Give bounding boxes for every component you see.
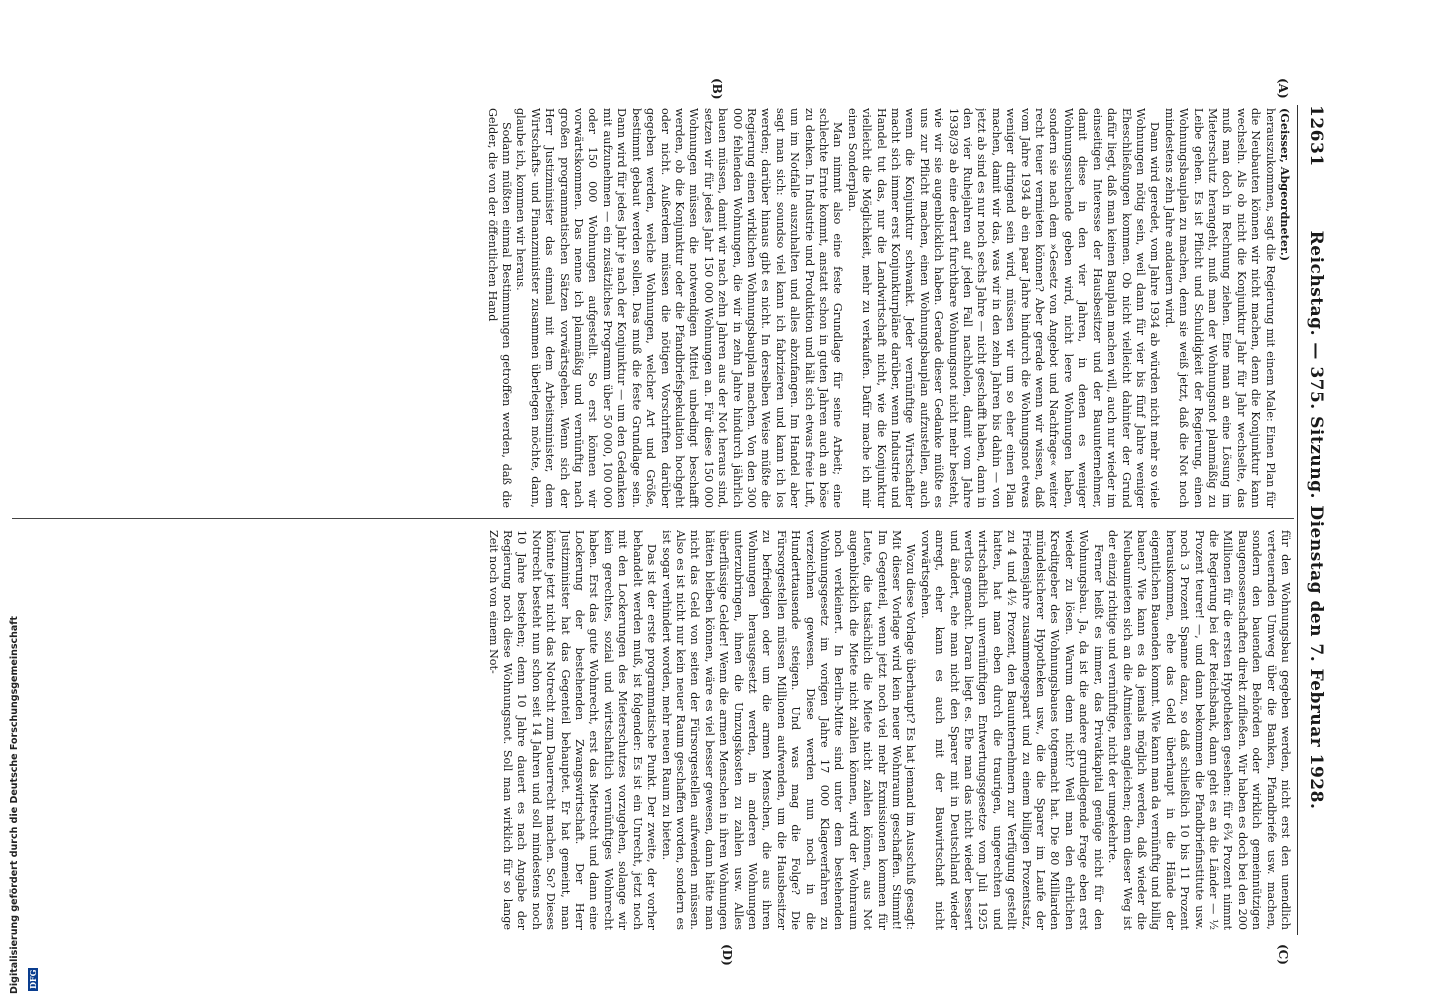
paragraph: für den Wohnungsbau gegeben werden, nicht erst den unendlich verteuernden Umweg über die Banken, Pfandbriefe usw. machen, sondern den bauenden Behörden oder wirklich gemeinnützigen Baugenossenschaften direkt zufließen. Wir haben es doch bei den 200 Millionen für die ersten Hypotheken gesehen: für 6¾ Prozent nimmt die Regierung bei der Reichsbank, dann geht es an die Länder — ½ Prozent teurer! —, und dann bekommen die Pfandbriefinstitute usw. noch 3 Prozent Spanne dazu, so daß schließlich 10 bis 11 Prozent herauskommen, ehe das Geld überhaupt in die Hände der eigentlichen Bauenden kommt. Wie kann man da vernünftig und billig bauen? Wie kann es da jemals möglich werden, daß wieder die Neubaumieten sich an die Altmieten angleichen; denn dieser Weg ist der einzig richtige und vernünftige, nicht der umgekehrte. xyxy=(1106,530,1292,930)
paragraph: Man nimmt also eine feste Grundlage für seine Arbeit; eine schlechte Ernte kommt, anstatt schon in guten Jahren auch an böse zu denken. In Industrie und Produktion und hält sich etwas freie Luft, um im Notfalle auszuhalten und alles abzufangen. Im Handel aber sagt man sich: soundso viel kann ich fabrizieren und kann ich los werden; darüber hinaus gibt es nicht. In derselben Weise müßte die Regierung einen wirklichen Wohnungsbauplan machen. Von den 300 000 fehlenden Wohnungen, die wir in zehn Jahre hindurch jährlich bauen müssen, damit wir nach zehn Jahren aus der Not heraus sind, setzen wir für jedes Jahr 150 000 Wohnungen an. Für diese 150 000 Wohnungen müssen die notwendigen Mittel unbedingt beschafft werden, ob die Konjunktur oder die Pfandbriefspekulation hochgeht oder nicht. Außerdem müssen die nötigen Vorschriften darüber gegeben werden, welche Wohnungen, welcher Art und Größe, bestimmt gebaut werden sollen. Das muß die feste Grundlage sein. Dann wird für jedes Jahr je nach der Konjunktur — um den Gedanken mit aufzunehmen — ein zusätzliches Programm über 50 000, 100 000 oder 150 000 Wohnungen aufgestellt. So erst können wir vorwärtskommen. Das nenne ich planmäßig und vernünftig nach großen programmatischen Sätzen vorwärtsgehen. Wenn sich der Herr Justizminister das einmal mit dem Arbeitsminister, dem Wirtschafts- und Finanzminister zusammen überlegen möchte, dann, glaube ich, kommen wir heraus. xyxy=(514,108,845,508)
credit-strip xyxy=(0,604,38,1000)
paragraph: Dann wird geredet, vom Jahre 1934 ab würden nicht mehr so viele Wohnungen nötig sein, weil dann für vier bis fünf Jahre weniger Eheschließungen kommen. Ob nicht vielleicht dahinter der Grund dafür liegt, daß man keinen Bauplan machen will, auch nur wieder im einseitigen Interesse der Hausbesitzer und der Bauunternehmer, damit diese in den vier Jahren, in denen es weniger Wohnungssuchende geben wird, nicht leere Wohnungen haben, sondern sie nach dem »Gesetz von Angebot und Nachfrage« weiter recht teuer vermieten können? Aber gerade wenn wir wissen, daß vom Jahre 1934 ab ein paar Jahre hindurch die Wohnungsnot etwas weniger dringend sein wird, müssen wir um so eher einen Plan machen, damit wir das, was wir in den zehn Jahren bis dahin — von jetzt ab sind es nur noch sechs Jahre — nicht geschafft haben, dann in den vier Ruhejahren auf jeden Fall nachholen, damit vom Jahre 1938/39 ab eine derart furchtbare Wohnungsnot nicht mehr besteht, wie wir sie augenblicklich haben. Gerade dieser Gedanke müßte es uns zur Pflicht machen, einen Wohnungsbauplan aufzustellen, auch wenn die Konjunktur schwankt. Jeder vernünftige Wirtschaftler macht sich immer erst Konjunkturpläne darüber, wenn Industrie und Handel tut das, nur die Landwirtschaft nicht, wie die Konjunktur vielleicht die Möglichkeit, mehr zu verkaufen. Dafür mache ich mir einen Sonderplan. xyxy=(845,108,1162,508)
paragraph: Sodann müßten einmal Bestimmungen getroffen werden, daß die Gelder, die von der öffentlichen Hand xyxy=(485,108,514,508)
page-header xyxy=(1304,105,1326,935)
column-divider xyxy=(12,518,1294,519)
paragraph: Ferner heißt es immer, das Privatkapital genüge nicht für den Wohnungsbau. Ja, da ist die andere grundlegende Frage eben erst wieder zu lösen. Warum denn nicht? Weil man den ehrlichen Kreditgeber des Wohnungsbaues totgemacht hat. Die 80 Milliarden mündelsicherer Hypotheken usw., die die Sparer im Laufe der Friedensjahre zusammengespart und zu einem billigen Prozentsatz, zu 4 und 4½ Prozent, den Bauunternehmern zur Verfügung gestellt hatten, hat man eben durch die traurigen, ungerechten und wirtschaftlich unvernünftigen Entwertungsgesetze vom Juli 1925 wertlos gemacht. Daran liegt es. Ehe man das nicht wieder bessert und ändert, ehe man nicht den Sparer mit in Deutschland wieder anregt, eher kann es auch mit der Bauwirtschaft nicht vorwärtsgehen. xyxy=(918,530,1105,930)
right-column xyxy=(32,530,1292,930)
dfg-logo-icon: DFG xyxy=(28,969,38,989)
margin-mark-a: (A) xyxy=(1276,78,1290,99)
paragraph: herauszukommen, sagt die Regierung mit einem Male: Einen Plan für die Neubauten können wir nicht machen, denn die Konjunktur kann wechseln. Als ob nicht die Konjunktur Jahr für Jahr wechselte, das muß man doch in Rechnung ziehen. Eine man an eine Lösung im Mieterschutz herangeht, muß man der Wohnungsnot planmäßig zu Leibe gehen. Es ist Pflicht und Schuldigkeit der Regierung, einen Wohnungsbauplan zu machen, denn sie weiß jetzt, daß die Not noch mindestens zehn Jahre andauern wird. xyxy=(1162,108,1277,508)
header-rule xyxy=(1297,105,1298,935)
margin-mark-c: (C) xyxy=(1276,944,1290,965)
page-number: 12631 xyxy=(1306,105,1326,167)
digitization-credit: Digitalisierung gefördert durch die Deutsche Forschungsgemeinschaft xyxy=(9,616,20,994)
left-column xyxy=(32,108,1292,508)
speaker-label: (Geisser, Abgeordneter.) xyxy=(1278,108,1292,262)
margin-mark-b: (B) xyxy=(710,78,724,100)
page-title: Reichstag. — 375. Sitzung. Dienstag den 7. Februar 1928. xyxy=(1306,230,1326,810)
paragraph: Das ist der erste programmatische Punkt. Der zweite, der vorher behandelt werden muß, ist folgender: Es ist ein Unrecht, jetzt noch mit den Lockerungen des Mieterschutzes vorzugehen, solange wir kein gerechtes, sozial und wirtschaftlich vernünftiges Wohnrecht haben. Erst das gute Wohnrecht, erst das Mietrecht und dann eine Lockerung der bestehenden Zwangswirtschaft. Der Herr Justizminister hat das Gegenteil behauptet. Er hat gemeint, man könnte jetzt nicht das Notrecht zum Dauerrecht machen. So? Dieses Notrecht besteht nun schon seit 14 Jahren und soll mindestens noch 10 Jahre bestehen; denn 10 Jahre dauert es nach Angabe der Regierung noch diese Wohnungsnot. Soll man wirklich für so lange Zeit noch von einem Not- xyxy=(486,530,659,930)
paragraph: Wozu diese Vorlage überhaupt? Es hat jemand im Ausschuß gesagt: Mit dieser Vorlage wird kein neuer Wohnraum geschaffen. Stimmt! Im Gegenteil, wenn jetzt noch viel mehr Exmissionen kommen für Leute, die tatsächlich die Miete nicht zahlen können, aus Not augenblicklich die Miete nicht zahlen können, wird der Wohnraum noch verkleinert. In Berlin-Mitte sind unter dem bestehenden Wohnungsgesetz im vorigen Jahre 17 000 Klageverfahren zu verzeichnen gewesen. Diese werden nun noch in die Hunderttausende steigen. Und was mag die Folge? Die Fürsorgestellen müssen Millionen aufwenden, um die Hausbesitzer zu befriedigen oder um die armen Menschen, die aus ihren Wohnungen herausgesetzt werden, in anderen Wohnungen unterzubringen, ihnen die Umzugskosten zu zahlen usw. Alles überflüssige Gelder! Wenn die armen Menschen in ihren Wohnungen hätten bleiben können, wäre es viel besser gewesen, dann hätte man nicht das Geld von seiten der Fürsorgestellen aufwenden müssen. Also es ist nicht nur kein neuer Raum geschaffen worden, sondern es ist sogar verhindert worden, mehr neuen Raum zu bieten. xyxy=(659,530,918,930)
margin-mark-d: (D) xyxy=(720,944,734,966)
